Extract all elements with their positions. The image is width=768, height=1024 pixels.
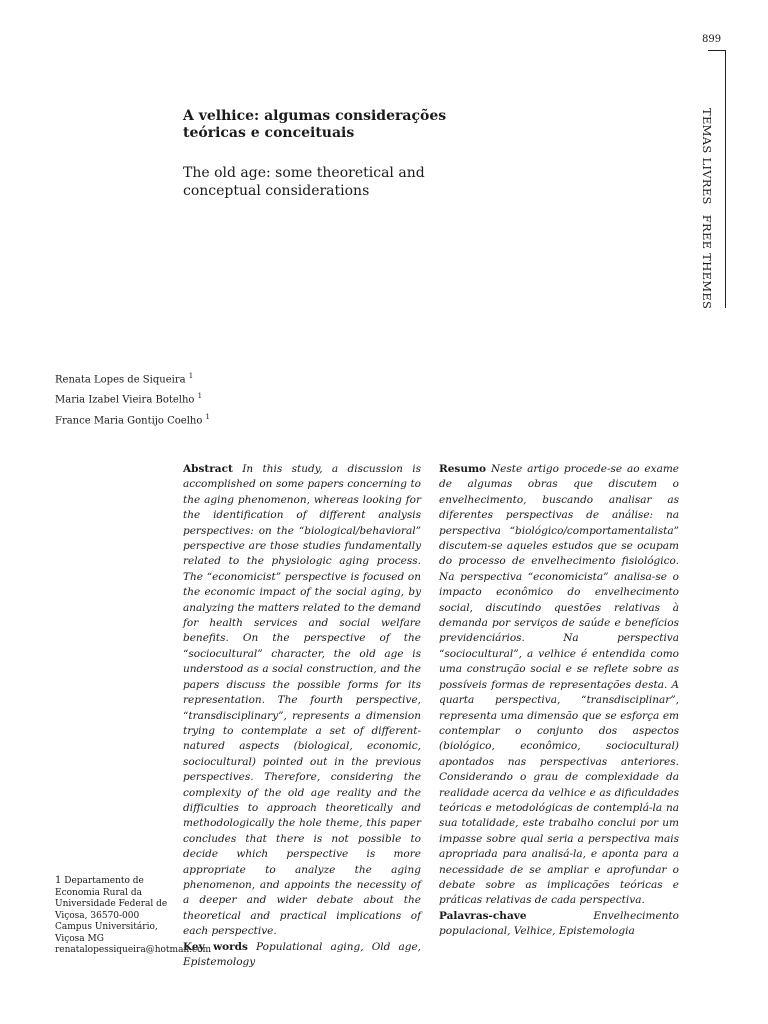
- abstract-keywords: [183, 940, 421, 971]
- author: [55, 388, 210, 408]
- affiliation-footnote: [55, 875, 212, 957]
- abstract-paragraph: [183, 462, 421, 940]
- author: [55, 409, 210, 429]
- page-number: 899: [702, 34, 722, 45]
- section-label: [700, 108, 714, 309]
- affiliation-mark: 1: [188, 372, 194, 380]
- section-label-en: FREE THEMES: [700, 214, 714, 310]
- section-rule-top: [708, 50, 726, 51]
- resumo-keywords: [439, 909, 679, 940]
- article-title-portuguese: A velhice: algumas considerações teóricas e conceituais: [183, 108, 447, 141]
- palavras-chave-label: Palavras-chave: [439, 909, 527, 922]
- section-label-pt: TEMAS LIVRES: [700, 108, 714, 205]
- resumo-paragraph: [439, 462, 679, 909]
- section-rule-vertical: [725, 50, 726, 308]
- abstract-column: [183, 462, 421, 970]
- footnote-mark: 1: [55, 875, 62, 886]
- keywords-label: Key words: [183, 940, 248, 953]
- author: [55, 368, 210, 388]
- resumo-text: Neste artigo procede-se ao exame de algumas obras que discutem o envelhecimento, buscando analisar as diferentes perspectivas de análise: na perspectiva “biológico/comportamentalista” discutem-se aqueles estudos que se ocupam do processo de envelhecimento fisiológico. Na perspectiva “economicista” analisa-se o impacto econômico do envelhecimento social, discutindo questões relativas à demanda por serviços de saúde e benefícios previdenciários. Na perspectiva “sociocultural”, a velhice é entendida como uma construção social e se reflete sobre as possíveis formas de representações desta. A quarta perspectiva, “transdisciplinar”, representa uma dimensão que se esforça em contemplar o conjunto dos aspectos (biológico, econômico, sociocultural) apontados nas perspectivas anteriores. Considerando o grau de complexidade da realidade acerca da velhice e as dificuldades teóricas e metodológicas de contemplá-la na sua totalidade, este trabalho conclui por um impasse sobre qual seria a perspectiva mais apropriada para analisá-la, e aponta para a necessidade de se ampliar e aprofundar o debate sobre as implicações teóricas e práticas relativas de cada perspectiva.: [439, 463, 679, 907]
- affiliation-mark: 1: [205, 412, 211, 421]
- affiliation-mark: 1: [197, 392, 203, 401]
- keywords-text: Populational aging, Old age, Epistemology: [183, 940, 421, 968]
- article-title-english: The old age: some theoretical and conceptual considerations: [183, 165, 425, 199]
- abstract-label: Abstract: [183, 463, 233, 475]
- author-list: [55, 368, 210, 429]
- author-name: France Maria Gontijo Coelho: [55, 414, 203, 426]
- resumo-label: Resumo: [439, 463, 487, 475]
- author-name: Maria Izabel Vieira Botelho: [55, 394, 195, 406]
- resumo-column: [439, 462, 679, 940]
- abstract-text: In this study, a discussion is accomplished on some papers concerning to the aging phenomenon, whereas looking for the identification of different analysis perspectives: on the “biological/behavioral” perspective are those studies fundamentally related to the physiologic aging process. The “economicist” perspective is focused on the economic impact of the social aging, by analyzing the matters related to the demand for health services and social welfare benefits. On the perspective of the “sociocultural” character, the old age is understood as a social construction, and the papers discuss the possible forms for its representation. The fourth perspective, “transdisciplinary”, represents a dimension trying to contemplate a set of different-natured aspects (biological, economic, sociocultural) pointed out in the previous perspectives. Therefore, considering the complexity of the old age reality and the difficulties to approach theoretically and methodologically the hole theme, this paper concludes that there is not possible to decide which perspective is more appropriate to analyze the aging phenomenon, and appoints the necessity of a deeper and wider debate about the theoretical and practical implications of each perspective.: [183, 463, 421, 938]
- author-name: Renata Lopes de Siqueira: [55, 374, 186, 386]
- footnote-text: Departamento de Economia Rural da Universidade Federal de Viçosa, 36570-000 Campus Universitário, Viçosa MG renatalopessiqueira@hotmail.com: [55, 876, 212, 955]
- palavras-chave-text: Envelhecimento populacional, Velhice, Epistemologia: [439, 909, 679, 938]
